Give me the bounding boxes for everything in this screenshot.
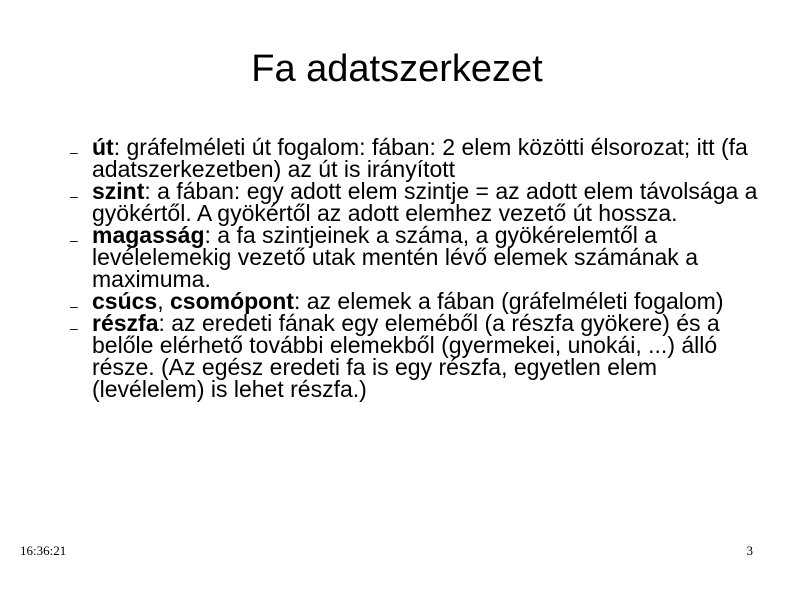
- term-magassag: magasság: [92, 222, 205, 248]
- bullet-item-ut: [0, 136, 772, 180]
- bullet-dash: –: [70, 298, 78, 314]
- definition-szint: : a fában: egy adott elem szintje = az adott elem távolsága a gyökértől. A gyökértől az adott elemhez vezető út hossza.: [92, 178, 758, 226]
- term-ut: út: [92, 134, 114, 160]
- bullet-dash: –: [70, 320, 78, 336]
- bullet-item-magassag: [0, 224, 772, 290]
- bullet-dash: –: [70, 232, 78, 248]
- term-szint: szint: [92, 178, 145, 204]
- bullet-item-csucs: [0, 290, 772, 312]
- term-reszfa: részfa: [92, 310, 159, 336]
- footer-timestamp: 16:36:21: [20, 543, 67, 558]
- term-csucs: csúcs: [92, 288, 158, 314]
- bullet-dash: –: [70, 188, 78, 204]
- slide-number: 3: [746, 543, 753, 558]
- definition-reszfa: : az eredeti fának egy eleméből (a részfa gyökere) és a belőle elérhető további elemekből (gyermekei, unokái, ...) álló része. (Az egész eredeti fa is egy részfa, egyetlen elem (levélelem) is lehet részfa.): [92, 310, 720, 402]
- bullet-list: [0, 136, 772, 400]
- definition-csucs: : az elemek a fában (gráfelméleti fogalom): [293, 288, 724, 314]
- bullet-dash: –: [70, 144, 78, 160]
- term-csomopont: csomópont: [170, 288, 294, 314]
- definition-ut: : gráfelméleti út fogalom: fában: 2 elem közötti élsorozat; itt (fa adatszerkezetben) az út is irányított: [92, 134, 748, 182]
- term-separator: ,: [157, 288, 170, 314]
- definition-magassag: : a fa szintjeinek a száma, a gyökérelemtől a levélelemekig vezető utak mentén lévő elemek számának a maximuma.: [92, 222, 698, 292]
- slide-title: Fa adatszerkezet: [251, 48, 543, 90]
- bullet-item-reszfa: [0, 312, 772, 400]
- bullet-item-szint: [0, 180, 772, 224]
